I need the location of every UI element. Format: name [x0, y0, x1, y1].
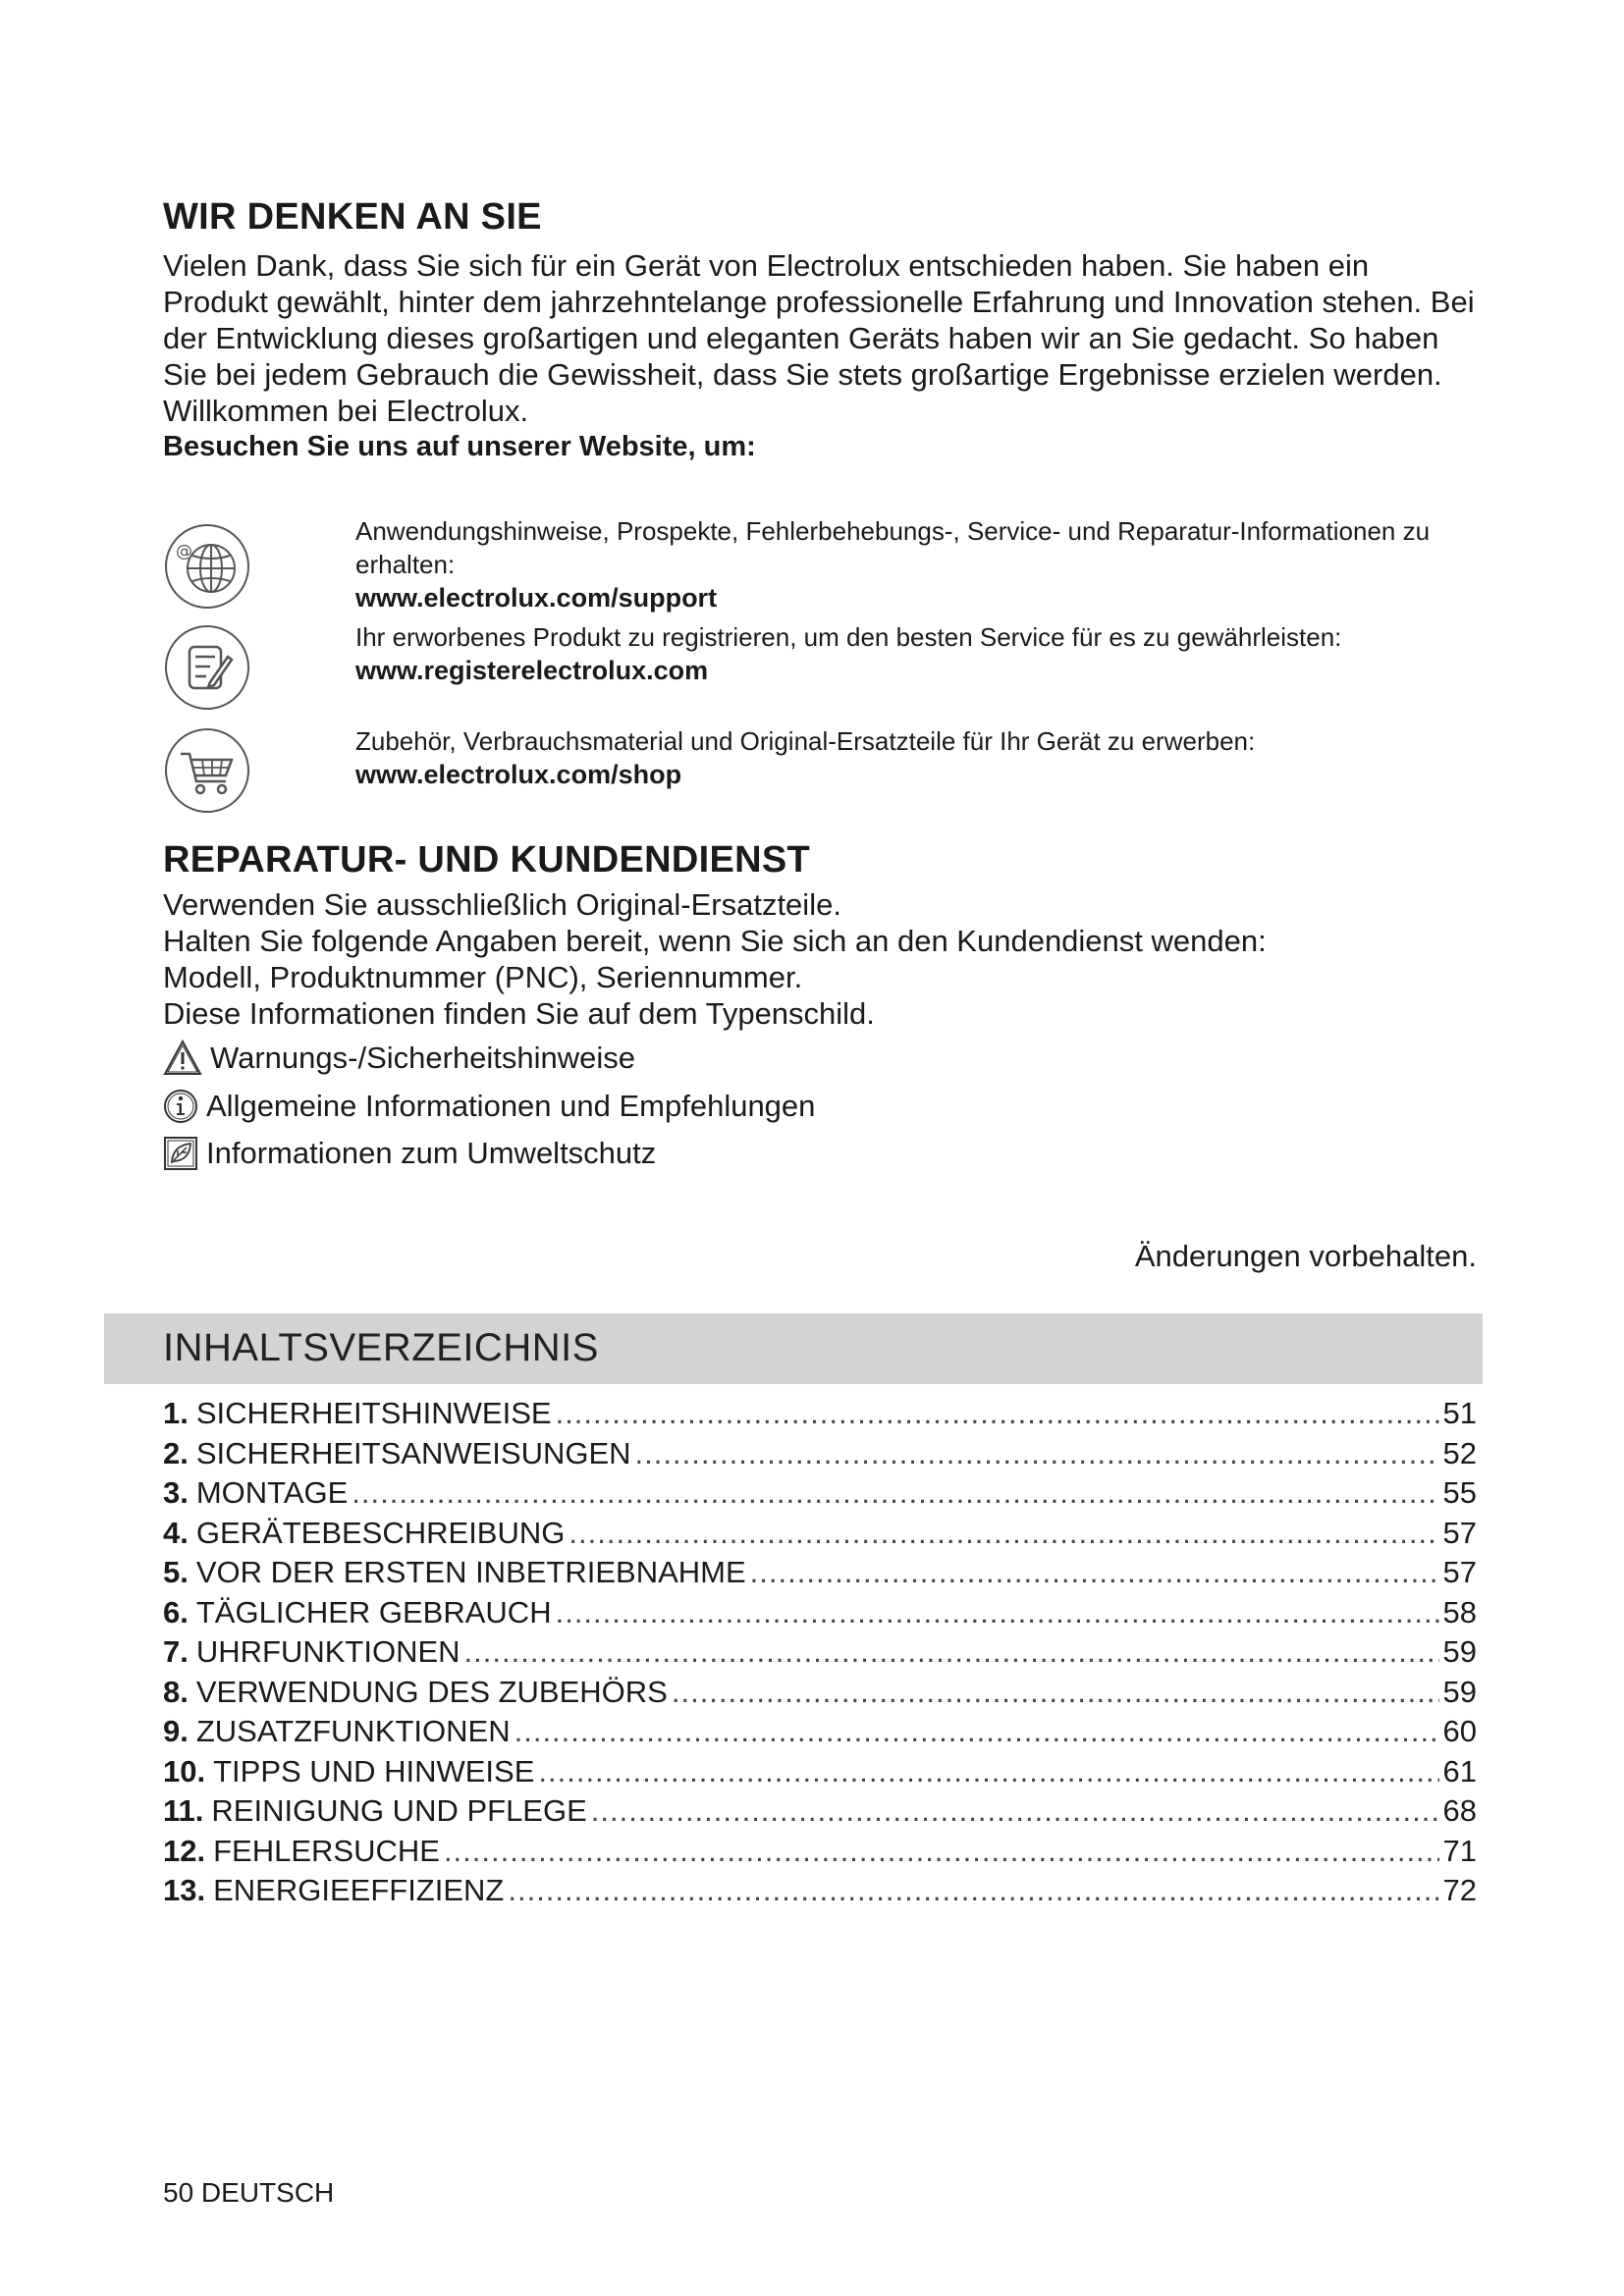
toc-entry-page: 57 [1442, 1555, 1477, 1589]
legend-environment [163, 1132, 656, 1175]
toc-entry[interactable] [163, 1555, 1477, 1595]
toc-dot-leader [556, 1396, 1439, 1431]
intro-paragraph: Vielen Dank, dass Sie sich für ein Gerät von Electrolux entschieden haben. Sie haben ein Produkt gewählt, hinter dem jahrzehntelange professionelle Erfahrung und Innovation stehen. Bei der Entwicklung dieses großartigen und eleganten Geräts haben wir an Sie gedacht. So haben Sie bei jedem Gebrauch die Gewissheit, dass Sie stets großartige Ergebnisse erzielen werden. [163, 248, 1475, 392]
toc-dot-leader [352, 1475, 1438, 1511]
visit-line: Besuchen Sie uns auf unserer Website, um: [163, 431, 756, 462]
toc-title: INHALTSVERZEICHNIS [163, 1326, 599, 1369]
toc-entry-number: 8. [163, 1674, 189, 1709]
web-link-register-text: Ihr erworbenes Produkt zu registrieren, um den besten Service für es zu gewährleisten: [355, 622, 1342, 652]
legend-warning [163, 1037, 635, 1080]
page-footer: 50 DEUTSCH [163, 2177, 335, 2208]
service-line-1: Verwenden Sie ausschließlich Original-Ersatzteile. [163, 887, 841, 922]
toc-entry-title: GERÄTEBESCHREIBUNG [195, 1515, 566, 1550]
toc-entry-title: VOR DER ERSTEN INBETRIEBNAHME [195, 1555, 746, 1589]
toc-entry-number: 11. [163, 1793, 204, 1828]
service-line-2: Halten Sie folgende Angaben bereit, wenn Sie sich an den Kundendienst wenden: [163, 924, 1267, 958]
register-url-link[interactable]: www.registerelectrolux.com [355, 656, 709, 685]
toc-entry-title: VERWENDUNG DES ZUBEHÖRS [195, 1674, 668, 1709]
shop-url-link[interactable]: www.electrolux.com/shop [355, 760, 682, 789]
web-link-support [355, 514, 1485, 614]
toc-entry-number: 2. [163, 1435, 189, 1470]
toc-entry-page: 61 [1442, 1753, 1477, 1789]
toc-entry-page: 58 [1442, 1594, 1477, 1629]
toc-entry-number: 5. [163, 1555, 189, 1589]
service-line-4: Diese Informationen finden Sie auf dem Typenschild. [163, 996, 875, 1031]
toc-entry[interactable] [163, 1754, 1477, 1794]
toc-entry-page: 55 [1442, 1475, 1477, 1510]
toc-entry-number: 6. [163, 1594, 189, 1629]
toc-dot-leader [514, 1714, 1439, 1749]
toc-entry[interactable] [163, 1675, 1477, 1715]
warning-icon [163, 1039, 202, 1078]
toc-entry-page: 51 [1442, 1396, 1477, 1430]
intro-body [163, 247, 1479, 465]
toc-entry-number: 9. [163, 1714, 189, 1748]
intro-heading: WIR DENKEN AN SIE [163, 196, 542, 238]
web-link-shop [355, 724, 1485, 791]
toc-dot-leader [444, 1834, 1439, 1869]
changes-reserved-note: Änderungen vorbehalten. [1134, 1239, 1477, 1273]
toc-dot-leader [508, 1873, 1438, 1908]
web-link-register [355, 620, 1485, 687]
toc-entry-page: 52 [1442, 1435, 1477, 1470]
toc-entry-number: 3. [163, 1475, 189, 1510]
service-line-3: Modell, Produktnummer (PNC), Seriennummer. [163, 960, 803, 994]
toc-entry-page: 57 [1442, 1515, 1477, 1550]
toc-entry-page: 72 [1442, 1873, 1477, 1907]
toc-entry-title: ENERGIEEFFIZIENZ [213, 1873, 505, 1907]
toc-entry-title: SICHERHEITSHINWEISE [195, 1396, 552, 1430]
toc-entry-title: TÄGLICHER GEBRAUCH [195, 1594, 552, 1629]
toc-entry[interactable] [163, 1595, 1477, 1635]
toc-entry-number: 1. [163, 1396, 189, 1430]
toc-dot-leader [556, 1595, 1439, 1630]
legend-info [163, 1085, 815, 1128]
environment-icon [163, 1136, 198, 1171]
globe-icon [163, 522, 251, 611]
svg-text:@: @ [176, 542, 192, 561]
toc-entry-title: TIPPS UND HINWEISE [213, 1753, 535, 1789]
service-body [163, 886, 1479, 1032]
info-icon [163, 1089, 198, 1124]
toc-dot-leader [635, 1436, 1439, 1471]
cart-icon [163, 726, 251, 815]
toc-list [163, 1396, 1477, 1913]
toc-entry-title: SICHERHEITSANWEISUNGEN [195, 1435, 631, 1470]
toc-dot-leader [672, 1675, 1439, 1710]
toc-entry-page: 71 [1442, 1833, 1477, 1868]
toc-dot-leader [538, 1754, 1438, 1789]
toc-dot-leader [464, 1634, 1439, 1670]
toc-entry-number: 7. [163, 1634, 189, 1669]
toc-entry-number: 12. [163, 1833, 206, 1868]
toc-entry-page: 59 [1442, 1674, 1477, 1709]
toc-entry-title: UHRFUNKTIONEN [195, 1634, 460, 1669]
toc-entry[interactable] [163, 1475, 1477, 1516]
toc-entry-title: ZUSATZFUNKTIONEN [195, 1714, 511, 1748]
toc-entry[interactable] [163, 1436, 1477, 1476]
toc-entry-number: 4. [163, 1515, 189, 1550]
toc-entry[interactable] [163, 1396, 1477, 1436]
toc-dot-leader [750, 1555, 1439, 1590]
toc-entry-number: 13. [163, 1873, 206, 1907]
register-icon [163, 623, 251, 712]
legend-environment-text: Informationen zum Umweltschutz [206, 1136, 657, 1170]
toc-entry-page: 59 [1442, 1634, 1477, 1669]
toc-entry[interactable] [163, 1873, 1477, 1913]
service-heading: REPARATUR- UND KUNDENDIENST [163, 839, 811, 881]
web-link-shop-text: Zubehör, Verbrauchsmaterial und Original-Ersatzteile für Ihr Gerät zu erwerben: [355, 726, 1256, 756]
toc-entry[interactable] [163, 1634, 1477, 1675]
toc-entry[interactable] [163, 1714, 1477, 1754]
toc-entry-page: 68 [1442, 1793, 1477, 1828]
web-link-support-text: Anwendungshinweise, Prospekte, Fehlerbehebungs-, Service- und Reparatur-Informationen zu erhalten: [355, 516, 1431, 579]
welcome-line: Willkommen bei Electrolux. [163, 394, 529, 428]
toc-entry-title: MONTAGE [195, 1475, 349, 1510]
legend-warning-text: Warnungs-/Sicherheitshinweise [210, 1041, 636, 1075]
toc-entry-number: 10. [163, 1753, 206, 1789]
toc-entry-page: 60 [1442, 1714, 1477, 1748]
toc-entry[interactable] [163, 1793, 1477, 1834]
toc-dot-leader [568, 1516, 1438, 1551]
toc-dot-leader [591, 1793, 1439, 1829]
support-url-link[interactable]: www.electrolux.com/support [355, 583, 718, 613]
toc-entry[interactable] [163, 1516, 1477, 1556]
toc-entry-title: FEHLERSUCHE [213, 1833, 440, 1868]
toc-entry-title: REINIGUNG UND PFLEGE [211, 1793, 587, 1828]
legend-info-text: Allgemeine Informationen und Empfehlungen [206, 1089, 816, 1123]
toc-entry[interactable] [163, 1834, 1477, 1874]
